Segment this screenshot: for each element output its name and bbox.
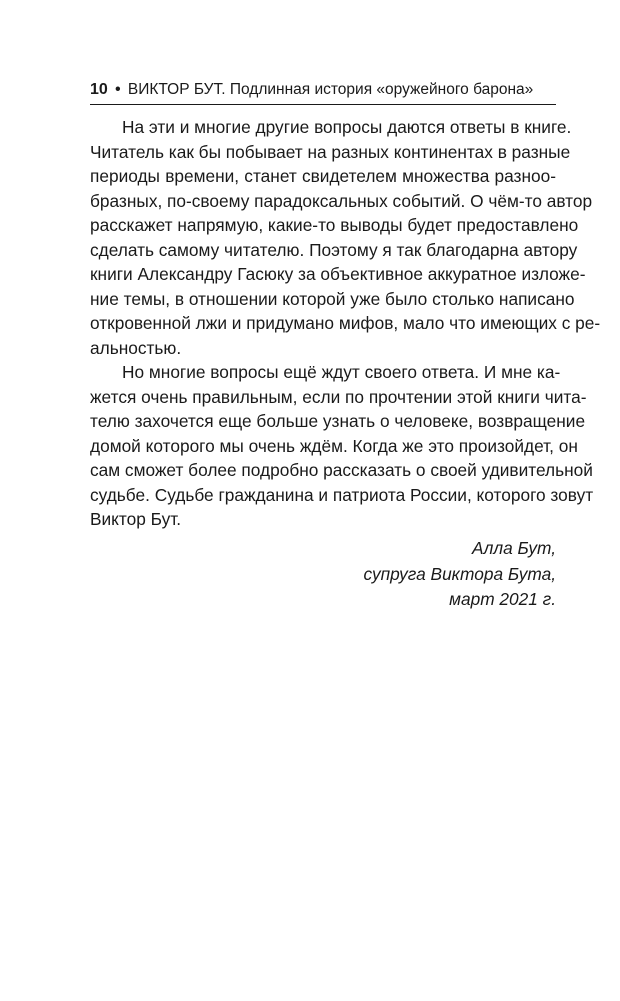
text-line: телю захочется еще больше узнать о человеке, возвращение [90,411,586,431]
text-line: Но многие вопросы ещё ждут своего ответа. И мне ка- [122,362,561,382]
text-line: периоды времени, станет свидетелем множества разноо- [90,166,556,186]
signature-name: Алла Бут, [472,538,556,558]
page-number: 10 [90,81,108,98]
book-title: ВИКТОР БУТ. Подлинная история «оружейного барона» [127,81,534,98]
text-line: ние темы, в отношении которой уже было столько написано [90,288,575,309]
header-bullet: • [115,81,121,98]
text-line: бразных, по-своему парадоксальных событий. О чём-то автор [90,190,593,211]
text-line: жется очень правильным, если по прочтении этой книги чита- [90,386,587,407]
text-line: На эти и многие другие вопросы даются ответы в книге. [122,117,572,137]
signature-block [364,536,556,613]
signature-date: март 2021 г. [449,589,556,609]
text-line: судьбе. Судьбе гражданина и патриота России, которого зовут [90,484,594,505]
text-line: домой которого мы очень ждём. Когда же это произойдет, он [90,435,578,456]
running-header [90,80,555,100]
text-line: сам сможет более подробно рассказать о своей удивительной [90,460,593,480]
text-line: Виктор Бут. [90,509,182,529]
paragraph-1 [90,115,601,360]
header-rule [90,104,556,105]
text-line: откровенной лжи и придумано мифов, мало что имеющих с ре- [90,313,601,333]
body-text [90,115,601,532]
text-line: сделать самому читателю. Поэтому я так благодарна автору [90,239,578,260]
text-line: книги Александру Гасюку за объективное аккуратное изложе- [90,264,586,284]
paragraph-2 [90,360,594,532]
signature-role: супруга Виктора Бута, [363,563,556,584]
text-line: Читатель как бы побывает на разных континентах в разные [90,141,571,162]
text-line: расскажет напрямую, какие-то выводы будет предоставлено [90,215,579,235]
text-line: альностью. [90,337,182,358]
